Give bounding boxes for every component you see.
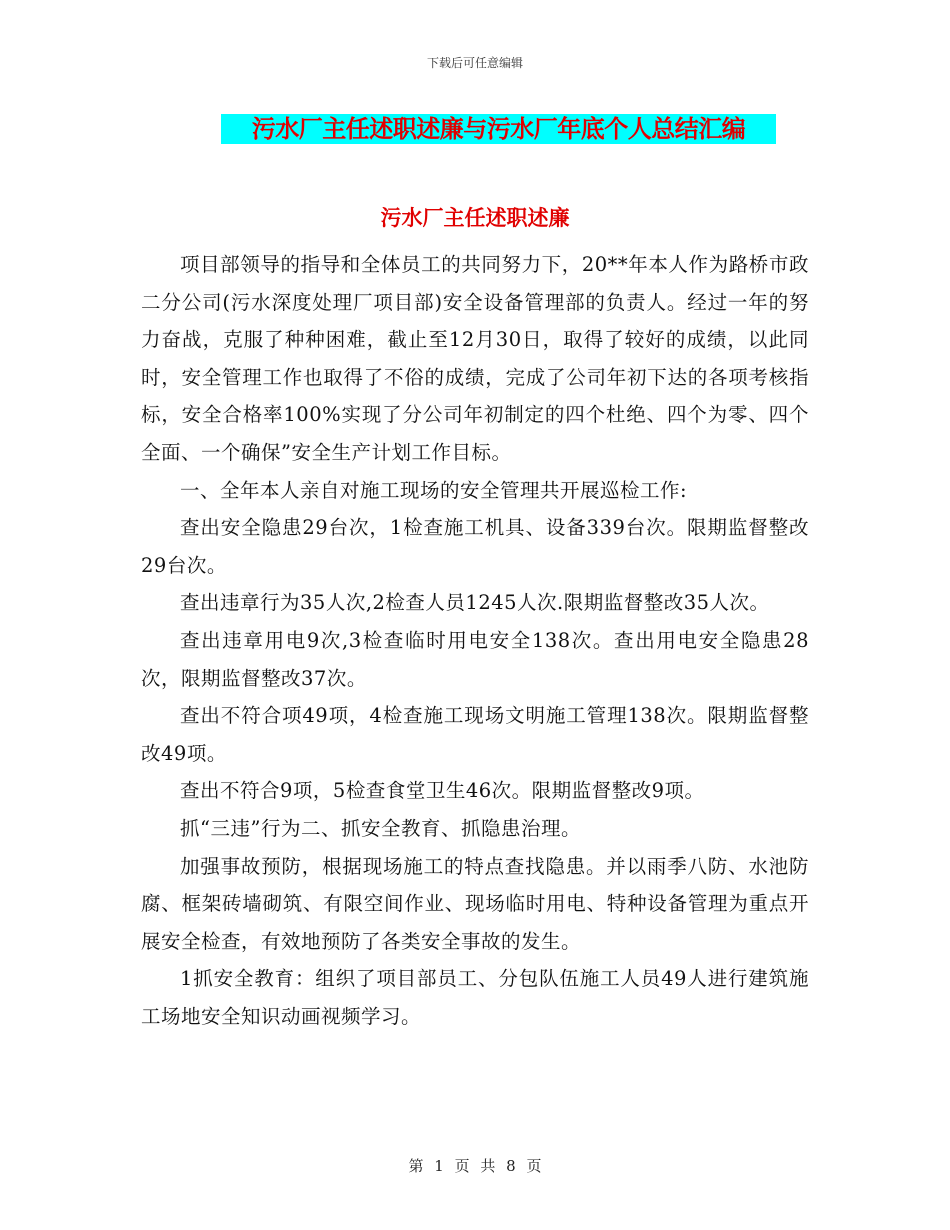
page-number: 第 1 页 共 8 页 [408, 1157, 542, 1175]
paragraph: 查出安全隐患29台次，1检查施工机具、设备339台次。限期监督整改29台次。 [141, 516, 809, 577]
section-title: 污水厂主任述职述廉 [380, 206, 570, 230]
paragraph: 加强事故预防，根据现场施工的特点查找隐患。并以雨季八防、水池防腐、框架砖墙砌筑、有限空间作业、现场临时用电、特种设备管理为重点开展安全检查，有效地预防了各类安全事故的发生。 [141, 854, 809, 953]
paragraph: 项目部领导的指导和全体员工的共同努力下，20**年本人作为路桥市政二分公司(污水深度处理厂项目部)安全设备管理部的负责人。经过一年的努力奋战，克服了种种困难，截止至12月30日，取得了较好的成绩，以此同时，安全管理工作也取得了不俗的成绩，完成了公司年初下达的各项考核指标，安全合格率100%实现了分公司年初制定的四个杜绝、四个为零、四个全面、一个确保”安全生产计划工作目标。 [141, 253, 809, 464]
paragraph: 查出不符合9项，5检查食堂卫生46次。限期监督整改9项。 [180, 779, 705, 803]
paragraph: 一、全年本人亲自对施工现场的安全管理共开展巡检工作: [180, 478, 688, 502]
paragraph: 查出违章用电9次,3检查临时用电安全138次。查出用电安全隐患28次，限期监督整改37次。 [141, 628, 809, 690]
paragraph: 抓“三违”行为二、抓安全教育、抓隐患治理。 [180, 816, 581, 840]
header-note: 下载后可任意编辑 [426, 56, 523, 70]
paragraph: 1抓安全教育：组织了项目部员工、分包队伍施工人员49人进行建筑施工场地安全知识动画视频学习。 [141, 967, 809, 1028]
document-title: 污水厂主任述职述廉与污水厂年底个人总结汇编 [221, 114, 776, 144]
paragraph: 查出违章行为35人次,2检查人员1245人次.限期监督整改35人次。 [180, 591, 770, 615]
paragraph: 查出不符合项49项，4检查施工现场文明施工管理138次。限期监督整改49项。 [141, 704, 809, 765]
document-body [141, 246, 809, 1035]
